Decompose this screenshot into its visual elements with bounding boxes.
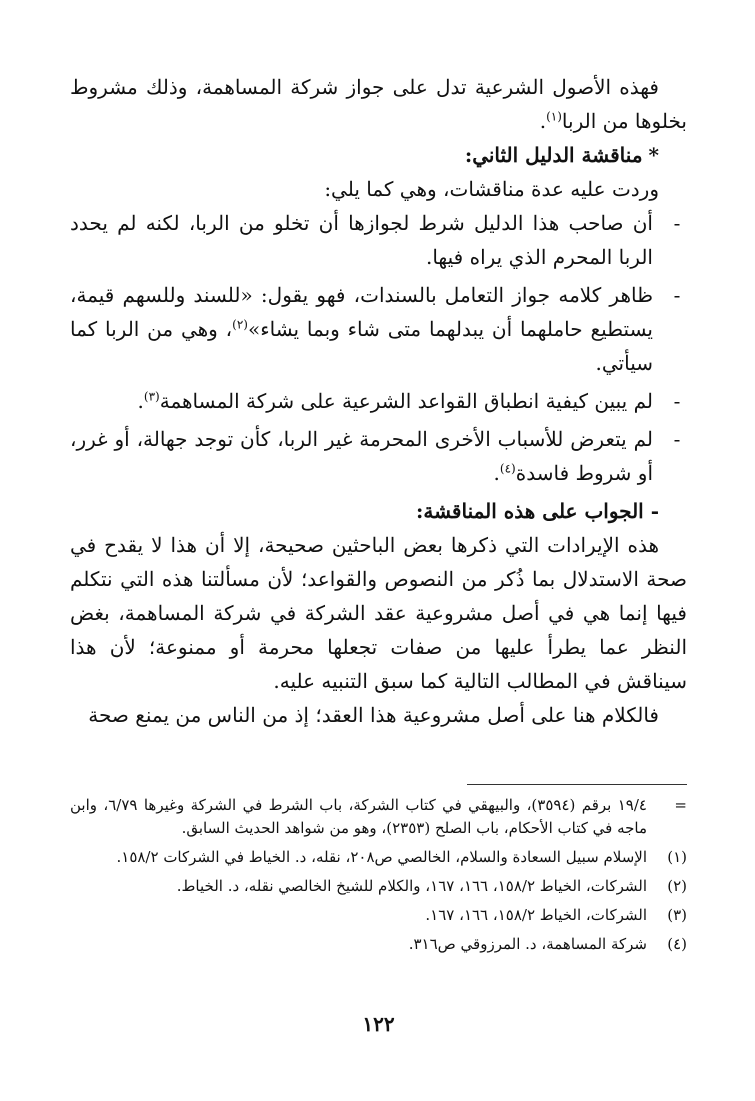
footnote-2 [70, 875, 687, 898]
paragraph-1 [70, 70, 687, 138]
heading-discussion-text: مناقشة الدليل الثاني: [464, 143, 643, 167]
bullet-item [70, 278, 687, 380]
footnote-text: الشركات، الخياط ١٥٨/٢، ١٦٦، ١٦٧، والكلام للشيخ الخالصي نقله، د. الخياط. [176, 877, 647, 895]
footnote-number: (٢) [667, 877, 687, 895]
bullet-text-end: . [137, 389, 144, 413]
footnote-text: الشركات، الخياط ١٥٨/٢، ١٦٦، ١٦٧. [425, 906, 647, 924]
footnote-ref-1: (١) [546, 109, 562, 124]
footnote-number: (٤) [667, 935, 687, 953]
bullet-text: أن صاحب هذا الدليل شرط لجوازها أن تخلو من الربا، لكنه لم يحدد الربا المحرم الذي يراه فيها. [70, 211, 653, 269]
bullet-dash: - [673, 211, 681, 235]
footnote-continuation [70, 794, 687, 840]
paragraph-4: فالكلام هنا على أصل مشروعية هذا العقد؛ إذ من الناس من يمنع صحة [88, 703, 659, 727]
footnote-ref-3: (٣) [143, 389, 160, 404]
footnote-1 [70, 846, 687, 869]
document-page [70, 70, 687, 1081]
bullet-text-end: . [493, 461, 500, 485]
bullet-text: ظاهر كلامه جواز التعامل بالسندات، فهو يقول: «للسند وللسهم قيمة، يستطيع حاملهما أن يبدلهما متى شاء وبما يشاء» [70, 283, 653, 341]
footnote-number: (٣) [667, 906, 687, 924]
footnote-ref-4: (٤) [499, 461, 516, 476]
paragraph-3: هذه الإيرادات التي ذكرها بعض الباحثين صحيحة، إلا أن هذا لا يقدح في صحة الاستدلال بما ذُكر من النصوص والقواعد؛ لأن مسألتنا هذه التي نتكلم فيها إنما هي في أصل مشروعية عقد الشركة في شركة المساهمة، بغض النظر عما يطرأ عليها من صفات تجعلها محرمة أو ممنوعة؛ لأن هذا سيناقش في المطالب التالية كما سبق التنبيه عليه. [70, 533, 687, 693]
bullet-dash: - [673, 389, 681, 413]
star-marker: * [648, 143, 659, 167]
paragraph-2: وردت عليه عدة مناقشات، وهي كما يلي: [324, 177, 659, 201]
bullet-text-end: ، وهي من الربا كما سيأتي. [70, 317, 653, 375]
paragraph-1-end: . [539, 109, 547, 133]
footnote-number: (١) [667, 848, 687, 866]
footnote-text: شركة المساهمة، د. المرزوقي ص٣١٦. [408, 935, 647, 953]
heading-answer: - الجواب على هذه المناقشة: [415, 499, 659, 523]
footnotes [70, 794, 687, 962]
bullet-text: لم يتعرض للأسباب الأخرى المحرمة غير الربا، كأن توجد جهالة، أو غرر، أو شروط فاسدة [70, 427, 653, 485]
footnote-number: = [674, 796, 687, 814]
bullet-dash: - [673, 427, 681, 451]
bullet-text: لم يبين كيفية انطباق القواعد الشرعية على شركة المساهمة [159, 389, 653, 413]
paragraph-1-text: فهذه الأصول الشرعية تدل على جواز شركة المساهمة، وذلك مشروط بخلوها من الربا [70, 75, 687, 133]
bullet-item [70, 384, 687, 418]
footnote-4 [70, 933, 687, 956]
bullet-dash: - [673, 283, 681, 307]
bullet-item [70, 422, 687, 490]
footnote-3 [70, 904, 687, 927]
footnote-separator [467, 784, 687, 785]
bullet-item [70, 206, 687, 274]
footnote-text: ١٩/٤ برقم (٣٥٩٤)، والبيهقي في كتاب الشركة، باب الشرط في الشركة وغيرها ٦/٧٩، وابن ماجه في كتاب الأحكام، باب الصلح (٢٣٥٣)، وهو من شواهد الحديث السابق. [70, 796, 647, 837]
page-number: ١٢٢ [362, 1012, 395, 1036]
footnote-ref-2: (٢) [232, 317, 248, 332]
body-text [70, 70, 687, 732]
footnote-text: الإسلام سبيل السعادة والسلام، الخالصي ص٢٠٨، نقله، د. الخياط في الشركات ١٥٨/٢. [116, 848, 647, 866]
heading-discussion [70, 138, 687, 172]
